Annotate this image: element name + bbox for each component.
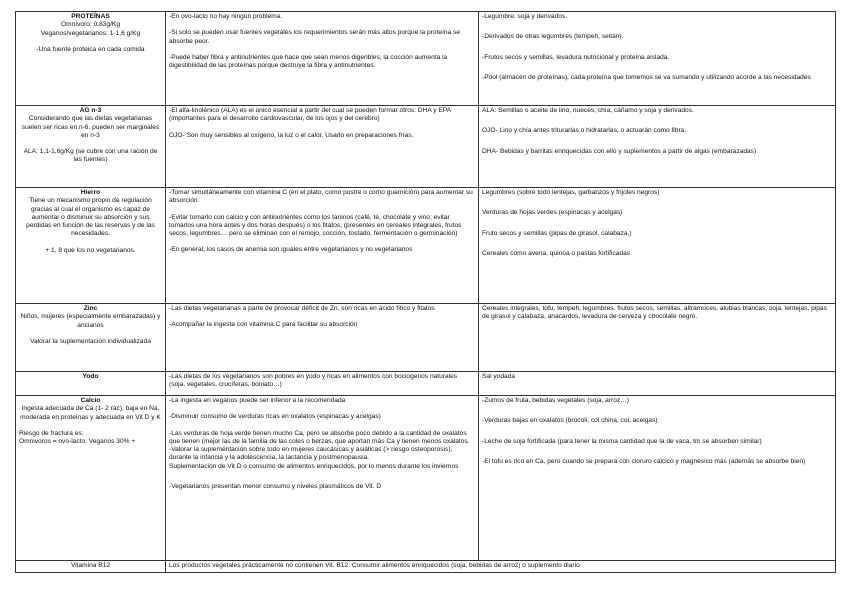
nutrient-cell xyxy=(16,106,166,188)
nutrient-cell xyxy=(16,372,166,396)
requirement-text: ALA: 1,1-1,6g/Kg (se cubre con una ración de las fuentes) xyxy=(23,148,158,164)
notes-cell xyxy=(166,12,479,106)
notes-cell xyxy=(166,561,836,573)
nutrient-title: Hierro xyxy=(80,189,101,196)
requirement-text: Veganos/vegetarianos: 1-1,6 g/Kg xyxy=(40,29,141,37)
note-text: -Evitar tomarlo con calcio y con antinutrientes como los taninos (café, té, chocolate y vino; evitar tomarlos una hora antes y dos horas después) o los fitatos, (presentes en cereales integrales, frutos secos, legumbres… pero se eliminan con el remojo, cocción, tostado, fermentación o germinación) xyxy=(169,213,462,238)
requirement-text: -Una fuente proteica en cada comida xyxy=(36,45,145,53)
requirement-text: Tiene un mecanismo propio de regulación gracias al cual el organismo es capaz de aumentar o disminuir su absorción y sus perdidas en función de las reservas y de las necesidades. xyxy=(26,197,155,238)
notes-cell xyxy=(166,304,479,372)
requirement-text: Considerando que las dietas vegetarianas suelen ser ricas en n-6, pueden ser marginales en n-3 xyxy=(21,115,160,139)
source-text: ALA: Semillas o aceite de lino, nueces, chía, cáñamo y soja y derivados. xyxy=(482,107,694,114)
table-row-ag-n3 xyxy=(16,106,836,188)
table-row-proteinas xyxy=(16,12,836,106)
sources-cell xyxy=(479,12,836,106)
nutrient-title: AG n-3 xyxy=(79,107,102,114)
source-text: Verduras de hojas verdes (espinacas y acelgas) xyxy=(482,209,623,217)
source-text: Cereales integrales, tofu, tempeh, legumbres, frutos secos, semillas, altramuces, alubias blancas, soja, lentejas, pipas de girasol y calabaza, anacardos, levadura de cerveza y chocolate negro. xyxy=(482,305,827,321)
note-text: -Las dietas de los vegetarianos son pobres en yodo y ricas en alimentos con bociogenos naturales (soja, vegetales, crucíferas, boniato…) xyxy=(169,373,458,389)
source-text: Fruto secos y semillas (pipas de girasol, calabaza,) xyxy=(482,229,632,237)
note-text: -Puede haber fibra y antinutrientes que hace que sean menos digeribles; la cocción aumenta la digestibilidad de las proteínas porque destruye la fibra y antinutrientes. xyxy=(169,53,448,70)
nutrient-cell xyxy=(16,188,166,304)
nutrient-title: Calcio xyxy=(80,397,101,404)
requirement-text: Omnívoro: 0,83g/Kg xyxy=(60,21,120,29)
source-text: -Frutos secos y semillas, levadura nutricional y proteína aislada. xyxy=(482,53,670,61)
nutrient-title: Vitamina B12 xyxy=(70,562,111,569)
note-text: -En general, los casos de anemia son iguales entre vegetarianos y no vegetarianos xyxy=(169,246,413,254)
note-text: -Vegetarianos presentan menor consumo y niveles plasmáticos de Vit. D xyxy=(169,483,382,491)
requirement-text: + 1, 8 que los no vegetarianos. xyxy=(45,246,136,254)
nutrition-table xyxy=(15,11,836,573)
notes-cell xyxy=(166,106,479,188)
note-text: Los productos vegetales prácticamente no contienen Vit. B12. Consumir alimentos enriquecidos (soja, bebidas de arroz) o suplemento diario xyxy=(169,562,580,569)
requirement-text: Niños, mujeres (especialmente embarazadas) y ancianos xyxy=(20,313,161,329)
notes-cell xyxy=(166,372,479,396)
requirement-text: Valorar la suplementación individualizada xyxy=(30,337,151,345)
table-row-calcio xyxy=(16,396,836,561)
notes-cell xyxy=(166,188,479,304)
note-text: -El alfa-linolénico (ALA) es el único esencial a partir del cual se pueden formar otros: DHA y EPA (importantes para el desarrollo cardiovascular, de los ojos y del cerebro) xyxy=(169,107,451,123)
source-text: -Zumos de fruta, bebidas vegetales (soja, arroz…) xyxy=(482,397,629,404)
table-row-hierro xyxy=(16,188,836,304)
note-text: -Disminuir consumo de verduras ricas en oxalatos (espinacas y acelgas) xyxy=(169,413,381,421)
source-text: DHA- Bebidas y barritas enriquecidas con ello y suplementos a partir de algas (embarazadas) xyxy=(482,147,757,155)
sources-cell xyxy=(479,106,836,188)
requirement-text: Riesgo de fractura es: xyxy=(19,429,84,437)
nutrient-title: Zinc xyxy=(83,305,98,312)
note-text: -Si solo se pueden usar fuentes vegetales los requerimientos serán más altos porque la proteína se absorbe peor. xyxy=(169,29,461,45)
nutrient-cell xyxy=(16,561,166,573)
note-text: -Tomar simultáneamente con vitamina C (en el plato, como postre o como guarnición) para aumentar su absorción. xyxy=(169,189,473,205)
source-text: Legumbres (sobre todo lentejas, garbanzos y frijoles negros) xyxy=(482,189,660,196)
note-text: -Las dietas vegetarianas a parte de provocar déficit de Zn, son ricas en ácido fítico y fitatos xyxy=(169,305,435,312)
requirement-text: Omnivoros = ovo-lacto. Veganos 30% + xyxy=(19,438,136,446)
source-text: -Leche de soja fortificada (para tener la misma cantidad que la de vaca, tm se absorben similar) xyxy=(482,437,762,445)
notes-cell xyxy=(166,396,479,561)
table-row-yodo xyxy=(16,372,836,396)
note-text: -En ovo-lacto no hay ningún problema. xyxy=(169,13,283,20)
sources-cell xyxy=(479,372,836,396)
nutrient-cell xyxy=(16,12,166,106)
source-text: -Verduras bajas en oxalatos (brócoli, col china, col, acelgas) xyxy=(482,417,658,425)
sources-cell xyxy=(479,304,836,372)
nutrient-cell xyxy=(16,304,166,372)
source-text: -Legumbre, soja y derivados. xyxy=(482,13,568,20)
source-text: Cereales como avena, quinoa o pastas fortificadas xyxy=(482,249,631,257)
source-text: OJO- Lino y chía antes triturarlas o hidratarlas, o actuarán como fibra. xyxy=(482,127,687,135)
source-text: Sal yodada xyxy=(482,373,515,380)
note-text: -Acompañar la ingesta con vitamina C para facilitar su absorción xyxy=(169,321,358,329)
note-text: -Valorar la suplementación sobre todo en mujeres caucásicas y asiáticas (> riesgo osteoporosis), durante la infancia y la adolescencia, la lactancia y postmenopausia. xyxy=(169,446,453,462)
source-text: -El tofu es rico en Ca, pero cuando se prepara con cloruro cálcico y magnésico más (además se absorbe bien) xyxy=(482,457,806,465)
source-text: -Derivados de otras legumbres (tempeh, seitán). xyxy=(482,33,624,41)
nutrient-title: PROTEÍNAS xyxy=(71,13,110,20)
sources-cell xyxy=(479,396,836,561)
note-text: OJO- Son muy sensibles al oxígeno, la luz o el calor. Usarlo en preparaciones frías. xyxy=(169,131,414,139)
note-text: -La ingesta en veganos puede ser inferior a la recomendada xyxy=(169,397,346,404)
sources-cell xyxy=(479,188,836,304)
table-row-zinc xyxy=(16,304,836,372)
nutrient-cell xyxy=(16,396,166,561)
note-text: Suplementación de Vit D o consumo de alimentos enriquecidos, por lo menos durante los inviernos xyxy=(169,462,459,470)
nutrient-title: Yodo xyxy=(82,373,99,380)
source-text: -Pool (almacén de proteínas), cada proteína que tomemos se va sumando y utilizando acorde a las necesidades xyxy=(482,73,811,81)
requirement-text: Ingesta adecuada de Ca (1- 2 rac), baja en Na, moderada en proteínas y adecuada en Vit D y K xyxy=(20,405,161,421)
note-text: -Las verduras de hoja verde tienen mucho Ca, pero se absorbe poco debido a la cantidad de oxalatos que tienen (mejor las de la familia de las coles o berzas, que aportan más Ca y tienen menos oxalatos. xyxy=(169,429,470,445)
table-row-vitamina-b12 xyxy=(16,561,836,573)
